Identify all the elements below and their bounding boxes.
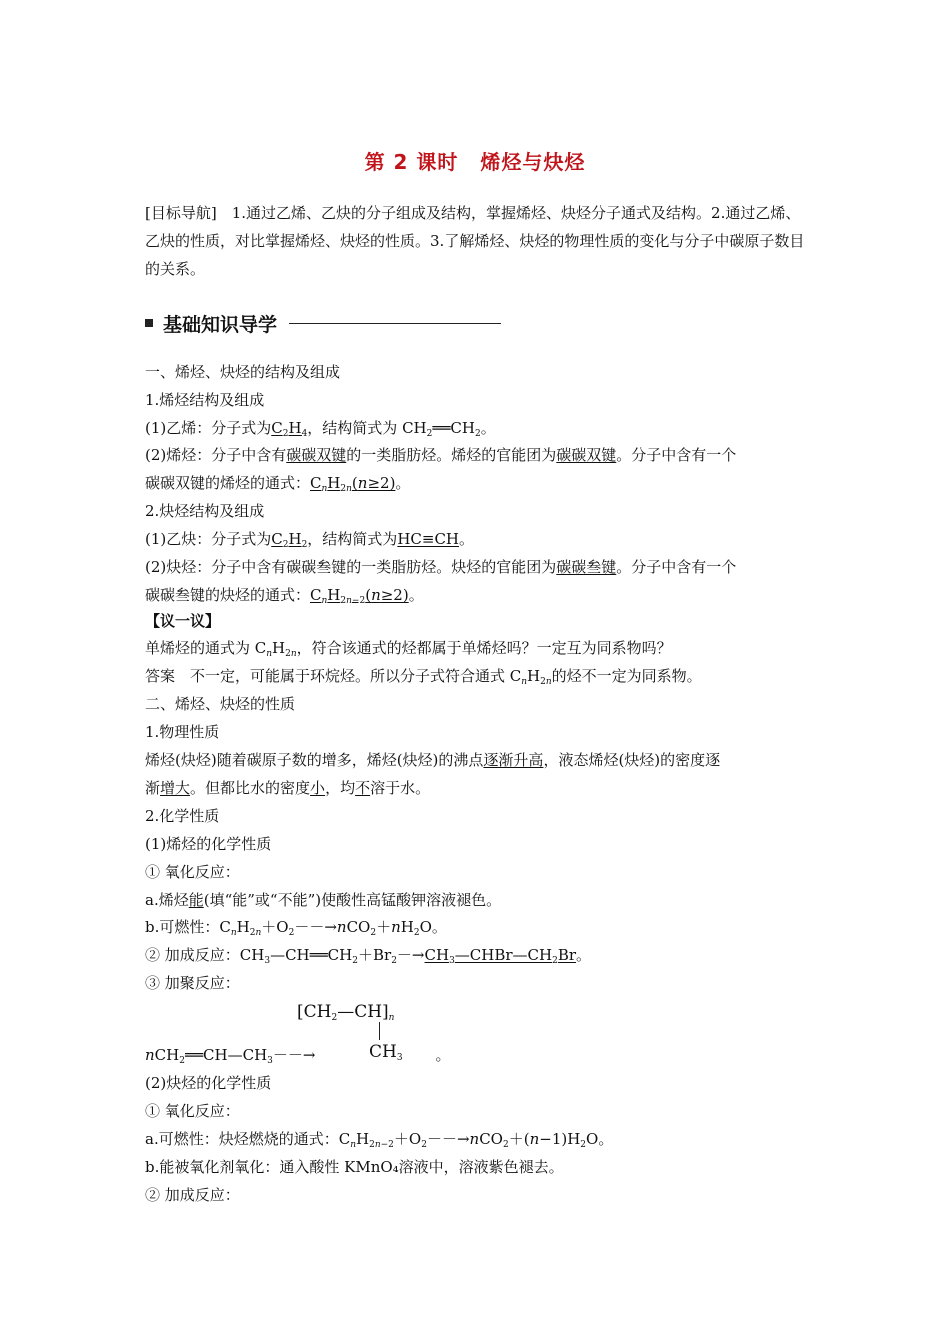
- oxidation-heading: ① 氧化反应：: [145, 863, 240, 881]
- ethene-line: (1)乙烯：分子式为$C_2H_4$，结构简式为 $CH_2══CH_2$。: [145, 419, 496, 439]
- oxidation-b-2: b.能被氧化剂氧化：通入酸性 KMnO₄溶液中，溶液紫色褪去。: [145, 1158, 564, 1176]
- discuss-label: 【议一议】: [145, 612, 221, 630]
- alkyne-formula-line: 碳碳叁键的炔烃的通式：$C_nH_{2n-2}(n\ge 2)$。: [145, 586, 424, 606]
- combustion-alkyne: a.可燃性：炔烃燃烧的通式：$C_nH_{2n-2}+O_2--\to nCO_2+(n-1)H_2O$。: [145, 1130, 614, 1150]
- alkene-formula-line: 碳碳双键的烯烃的通式：$C_nH_{2n}(n\ge 2)$。: [145, 474, 411, 494]
- goals-label: [目标导航]: [145, 204, 217, 222]
- s1-h1: 1.烯烃结构及组成: [145, 391, 265, 409]
- lesson-number: 第 2 课时: [364, 150, 459, 174]
- physical-line-1: 烯烃(炔烃)随着碳原子数的增多，烯烃(炔烃)的沸点逐渐升高，液态烯烃(炔烃)的密度逐: [145, 751, 721, 769]
- alkene-answer-2: 碳碳双键: [556, 446, 617, 464]
- s1-h2: 2.炔烃结构及组成: [145, 502, 265, 520]
- polypropylene-structure: $[CH_2—CH]_n$ $CH_3$: [297, 1002, 403, 1063]
- s1-heading: 一、烯烃、炔烃的结构及组成: [145, 363, 341, 381]
- combustion-alkene: b.可燃性：$C_nH_{2n}+O_2--\to nCO_2+nH_2O$。: [145, 918, 447, 938]
- goals-text: 1.通过乙烯、乙炔的分子组成及结构，掌握烯烃、炔烃分子通式及结构。2.通过乙烯、乙炔的性质，对比掌握烯烃、炔烃的性质。3.了解烯烃、炔烃的物理性质的变化与分子中碳原子数目的关系。: [145, 204, 805, 278]
- ethyne-structure: HC≡CH: [397, 530, 459, 548]
- polymer-reaction: $nCH_2══CH—CH_3--\to$ 。: [145, 1046, 451, 1066]
- discuss-question: 单烯烃的通式为 $C_nH_{2n}$，符合该通式的烃都属于单烯烃吗？一定互为同系物吗？: [145, 639, 672, 659]
- addition-reaction: ② 加成反应：$CH_3—CH══CH_2+Br_2-\to CH_3—CHBr—CH_2Br$。: [145, 946, 592, 966]
- lesson-title: 烯烃与炔烃: [480, 150, 586, 174]
- s2-h2: 2.化学性质: [145, 807, 220, 825]
- oxidation-heading-2: ① 氧化反应：: [145, 1102, 240, 1120]
- boiling-point-answer: 逐渐升高: [483, 751, 544, 769]
- s2-heading: 二、烯烃、炔烃的性质: [145, 695, 296, 713]
- goals-paragraph: [145, 199, 809, 283]
- ethyne-line: (1)乙炔：分子式为$C_2H_2$，结构简式为HC≡CH。: [145, 530, 475, 550]
- alkene-line: (2)烯烃：分子中含有碳碳双键的一类脂肪烃。烯烃的官能团为碳碳双键。分子中含有一个: [145, 446, 737, 464]
- addition-product: $CH_3—CHBr—CH_2Br$: [424, 946, 577, 966]
- addition-heading-2: ② 加成反应：: [145, 1186, 240, 1204]
- page-title: [0, 146, 950, 175]
- ethene-formula: $C_2H_4$: [271, 419, 308, 439]
- alkene-answer-1: 碳碳双键: [286, 446, 347, 464]
- physical-line-2: 渐增大。但都比水的密度小，均不溶于水。: [145, 779, 431, 797]
- alkene-chem-heading: (1)烯烃的化学性质: [145, 835, 272, 853]
- alkyne-chem-heading: (2)炔烃的化学性质: [145, 1074, 272, 1092]
- alkyne-line: (2)炔烃：分子中含有碳碳叁键的一类脂肪烃。炔烃的官能团为碳碳叁键。分子中含有一个: [145, 558, 737, 576]
- alkyne-answer: 碳碳叁键: [556, 558, 617, 576]
- section-heading: [145, 309, 501, 337]
- polymer-heading: ③ 加聚反应：: [145, 974, 240, 992]
- alkene-general-formula: $C_nH_{2n}(n\ge 2)$: [310, 474, 396, 494]
- square-bullet-icon: [145, 319, 153, 327]
- section-heading-text: 基础知识导学: [163, 313, 278, 336]
- alkyne-general-formula: $C_nH_{2n-2}(n\ge 2)$: [310, 586, 409, 606]
- ethyne-formula: $C_2H_2$: [271, 530, 308, 550]
- s2-h1: 1.物理性质: [145, 723, 220, 741]
- discuss-answer: 答案 不一定，可能属于环烷烃。所以分子式符合通式 $C_nH_{2n}$的烃不一定为同系物。: [145, 667, 702, 687]
- oxidation-a: a.烯烃能(填“能”或“不能”)使酸性高锰酸钾溶液褪色。: [145, 891, 502, 909]
- heading-rule: [289, 323, 501, 324]
- bond-line: [379, 1022, 380, 1040]
